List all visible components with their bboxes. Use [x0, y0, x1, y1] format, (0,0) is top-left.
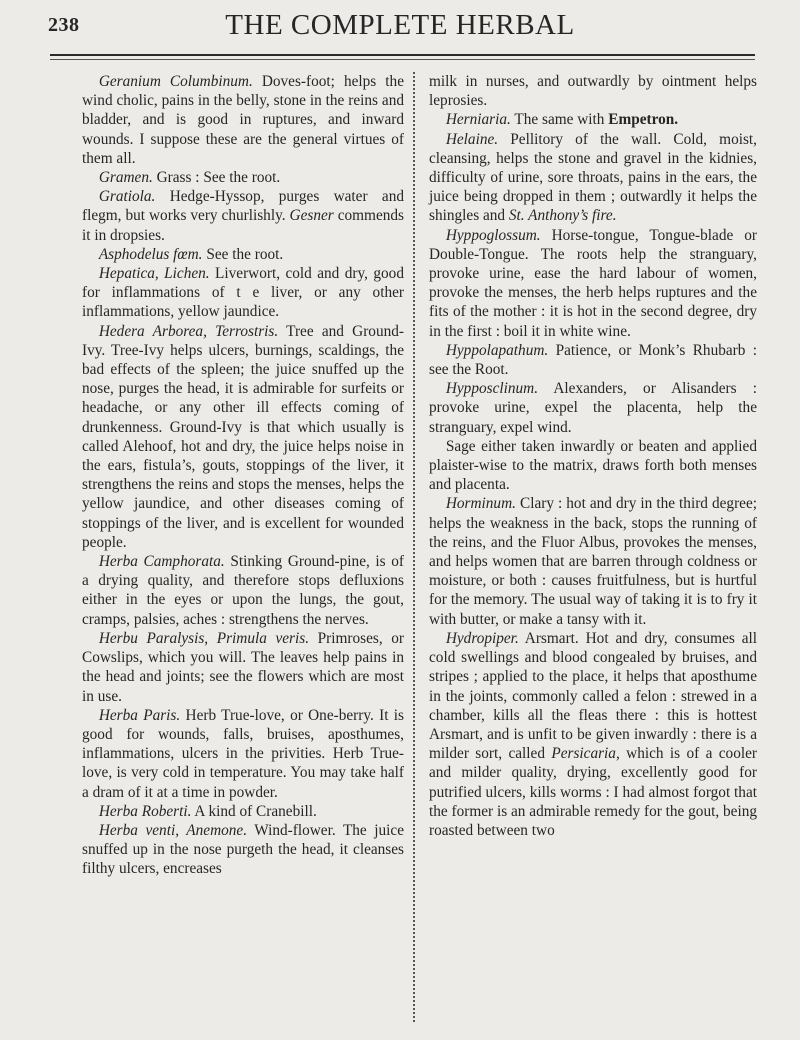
entry-text: Patience, or Monk’s Rhubarb : see the Root.: [429, 341, 757, 379]
entry-text: Clary : hot and dry in the third degree; helps the weakness in the back, stops the running of the reins, and the Fluor Albus, provokes the menses, and helps women that are barren through coldness or moisture, or both : causes fruitfulness, but is hurtful for the memory. The usual way of taking it is to fry it with butter, or make a tansy with it.: [429, 495, 757, 628]
entry-text: Tree and Ground-Ivy. Tree-Ivy helps ulcers, burnings, scaldings, the bad effects of the spleen; the juice snuffed up the nose, purges the head, it is admirable for surfeits or headache, or any other ill effects coming of drunkenness. Ground-Ivy is that which usually is called Alehoof, hot and dry, the juice helps noise in the ears, fistula’s, gouts, stoppings of the liver, it strengthens the reins and stops the menses, helps the yellow jaundice, and other diseases coming of stoppings of the liver, and is excellent for wounded people.: [82, 322, 404, 551]
entry-term: Herba Camphorata.: [98, 553, 225, 571]
herbal-entry: [429, 110, 757, 129]
herbal-entry: [429, 341, 757, 379]
herbal-entry: [82, 821, 404, 879]
entry-text: Doves-foot; helps the wind cholic, pains in the belly, stone in the reins and bladder, and is good in ruptures, and inward wounds. I suppose these are the general virtues of them all.: [82, 73, 404, 167]
entry-term-inline: St. Anthony’s fire.: [508, 207, 617, 225]
entry-term: Hyppoglossum.: [445, 226, 541, 244]
entry-term: Gramen.: [98, 169, 153, 187]
entry-text: Herb True-love, or One-berry. It is good for wounds, falls, bruises, aposthumes, inflammations, ulcers in the privities. Herb True-love, is very cold in temperature. You may take half a dram of it at a time in powder.: [82, 706, 404, 801]
entry-term: Herba Roberti.: [98, 802, 192, 820]
entry-term: Asphodelus fœm.: [98, 245, 203, 263]
left-column: [82, 72, 404, 879]
herbal-entry: [82, 802, 404, 821]
herbal-entry: [82, 72, 404, 168]
entry-text-cont: which is of a cooler and milder quality, drying, excellently good for putrified ulcers, kills worms : I had almost forgot that the former is an admirable remedy for the gout, being roasted between two: [429, 745, 757, 839]
entry-text: Stinking Ground-pine, is of a drying quality, and therefore stops defluxions either in the eyes or upon the lungs, the gout, cramps, palsies, aches : strengthens the nerves.: [82, 553, 405, 628]
herbal-entry: [82, 168, 404, 187]
entry-term: Hyppolapathum.: [445, 341, 549, 359]
column-divider: [413, 72, 415, 1022]
entry-term: Hepatica, Lichen.: [98, 265, 210, 283]
entry-term: Hypposclinum.: [445, 380, 539, 398]
herbal-entry: [429, 629, 757, 840]
entry-text: milk in nurses, and outwardly by ointment helps leprosies.: [429, 73, 757, 110]
herbal-entry: [82, 264, 404, 322]
entry-term: Helaine.: [445, 130, 499, 148]
herbal-entry: [429, 379, 757, 437]
entry-reference: Empetron.: [608, 111, 679, 129]
right-column: [429, 72, 757, 840]
entry-text: Pellitory of the wall. Cold, moist, cleansing, helps the stone and gravel in the kidnies, difficulty of urine, sore throats, pains in the ears, the juice being dropped in them ; outwardly it helps the shingles and: [429, 130, 757, 225]
header-rule-thin: [50, 59, 755, 60]
entry-term: Gratiola.: [98, 188, 156, 206]
herbal-entry: [429, 226, 757, 341]
herbal-entry: [82, 187, 404, 245]
entry-text: Liverwort, cold and dry, good for inflammations of t e liver, or any other inflammations, yellow jaundice.: [82, 265, 404, 321]
entry-term: Hedera Arborea, Terrostris.: [98, 322, 279, 340]
entry-text: See the root.: [202, 245, 284, 263]
entry-term-inline: Gesner: [289, 207, 334, 225]
herbal-entry: [82, 552, 404, 629]
entry-term: Herniaria.: [445, 111, 511, 129]
herbal-entry: [82, 629, 404, 706]
entry-text-cont: commends it in dropsies.: [82, 207, 404, 244]
entry-text: A kind of Cranebill.: [191, 802, 317, 820]
entry-term: Geranium Columbinum.: [98, 73, 253, 90]
herbal-entry: [429, 437, 757, 495]
entry-text: Primroses, or Cowslips, which you will. The leaves help pains in the head and joints; see the flowers which are most in use.: [82, 629, 405, 705]
page-number: 238: [48, 14, 80, 36]
entry-text: Grass : See the root.: [152, 169, 281, 187]
entry-text: Sage either taken inwardly or beaten and applied plaister-wise to the matrix, draws forth both menses and placenta.: [429, 437, 757, 494]
entry-text: Arsmart. Hot and dry, consumes all cold swellings and blood congealed by bruises, and stripes ; applied to the place, it helps that aposthume in the joints, commonly called a felon : strewed in a chamber, kills all the fleas there : this is hottest Arsmart, and is unfit to be given inwardly : there is a milder sort, called: [429, 629, 757, 763]
herbal-entry: [429, 494, 757, 628]
entry-text: Hedge-Hyssop, purges water and flegm, but works very churlishly.: [82, 188, 404, 225]
entry-term: Hydropiper.: [445, 629, 519, 647]
entry-term: Herbu Paralysis, Primula veris.: [98, 629, 310, 647]
herbal-entry: [429, 130, 757, 226]
herbal-entry: [82, 245, 404, 264]
entry-text: Alexanders, or Alisanders : provoke urine, expel the placenta, help the stranguary, expel wind.: [429, 380, 757, 436]
header-rule: [50, 54, 755, 56]
entry-term: Horminum.: [445, 495, 516, 513]
herbal-entry: [82, 322, 404, 552]
entry-text: Wind-flower. The juice snuffed up in the nose purgeth the head, it cleanses filthy ulcers, encreases: [82, 821, 404, 878]
herbal-entry: [429, 72, 757, 110]
entry-text: Horse-tongue, Tongue-blade or Double-Tongue. The roots help the stranguary, provoke urine, ease the hard labour of women, provoke the menses, the herb helps ruptures and the fits of the mother : it is hot in the second degree, dry in the first : boil it in white wine.: [429, 226, 757, 340]
entry-term: Herba Paris.: [98, 706, 181, 724]
entry-text: The same with: [510, 111, 609, 129]
running-title: THE COMPLETE HERBAL: [225, 9, 575, 41]
entry-term: Herba venti, Anemone.: [98, 821, 248, 839]
entry-term-inline: Persicaria,: [551, 745, 620, 763]
herbal-entry: [82, 706, 404, 802]
